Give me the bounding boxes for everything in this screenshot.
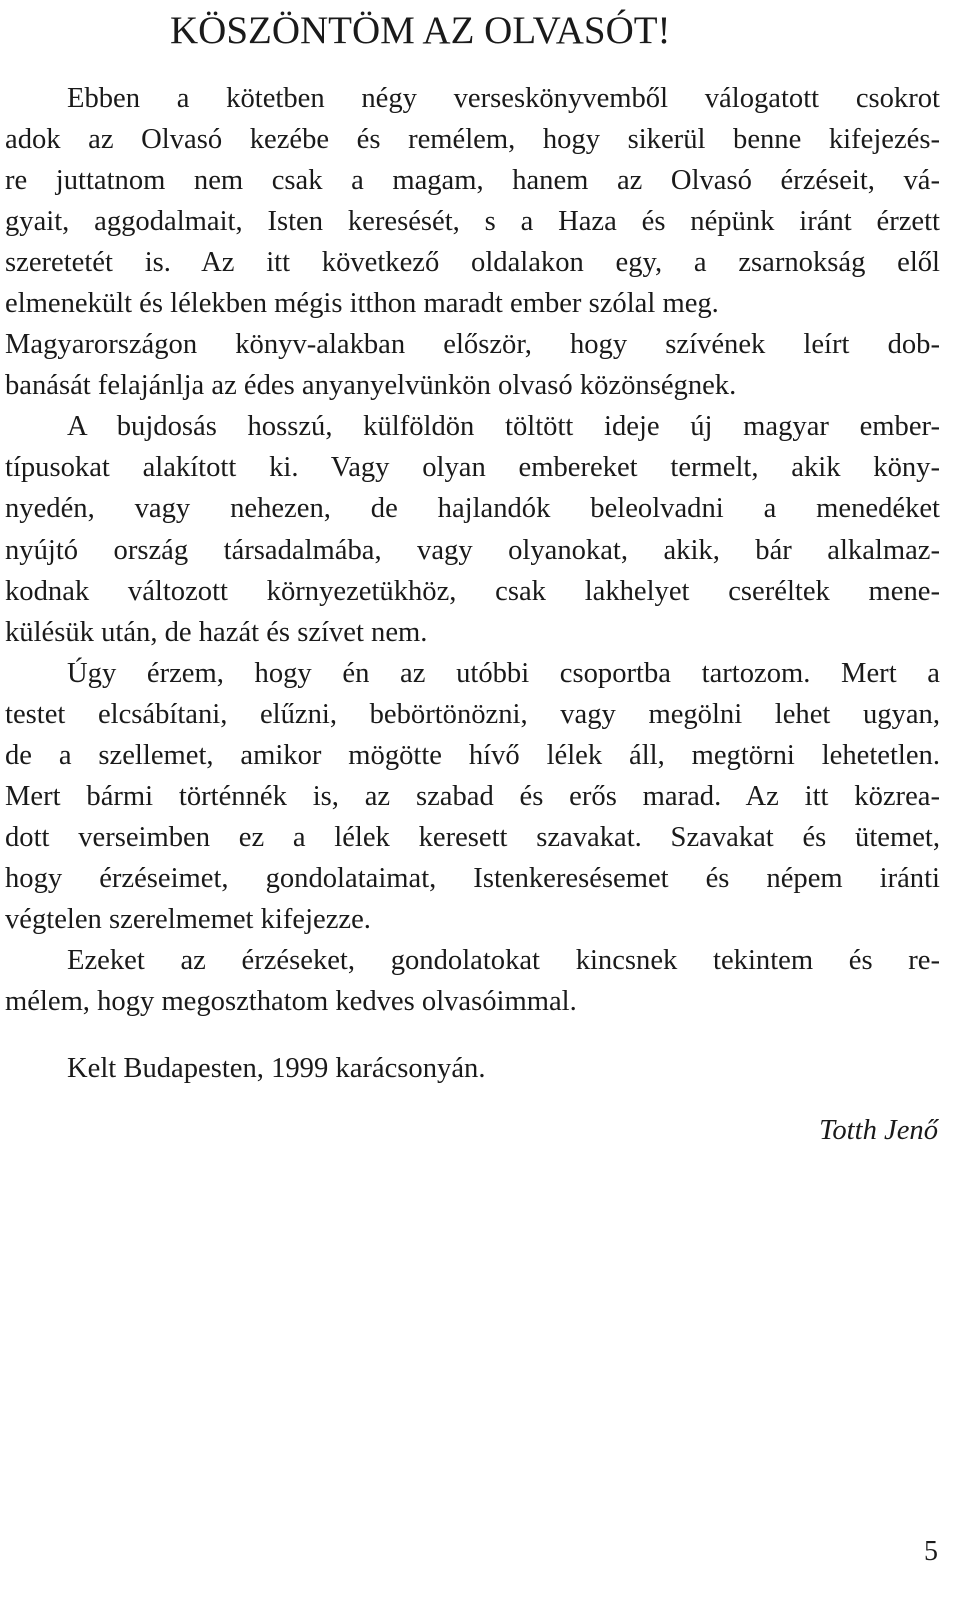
text-line: Mert bármi történnék is, az szabad és erős marad. Az itt közrea-	[5, 780, 940, 812]
author-signature: Totth Jenő	[819, 1115, 938, 1146]
page-title: KÖSZÖNTÖM AZ OLVASÓT!	[170, 9, 671, 52]
text-line: banását felajánlja az édes anyanyelvünkön olvasó közönségnek.	[5, 370, 737, 402]
text-line: Magyarországon könyv-alakban először, hogy szívének leírt dob-	[5, 329, 940, 361]
body-text	[5, 78, 940, 1022]
text-line: gyait, aggodalmait, Isten keresését, s a Haza és népünk iránt érzett	[5, 206, 940, 238]
text-line: Ezeket az érzéseket, gondolatokat kincsnek tekintem és re-	[67, 944, 940, 976]
text-line: végtelen szerelmemet kifejezze.	[5, 903, 371, 935]
text-line: re juttatnom nem csak a magam, hanem az Olvasó érzéseit, vá-	[5, 165, 940, 197]
text-line: Úgy érzem, hogy én az utóbbi csoportba tartozom. Mert a	[67, 657, 940, 689]
dateline: Kelt Budapesten, 1999 karácsonyán.	[67, 1053, 486, 1084]
text-line: nyújtó ország társadalmába, vagy olyanokat, akik, bár alkalmaz-	[5, 534, 940, 566]
text-line: de a szellemet, amikor mögötte hívő lélek áll, megtörni lehetetlen.	[5, 739, 940, 771]
text-line: Ebben a kötetben négy verseskönyvemből válogatott csokrot	[67, 83, 940, 114]
text-line: nyedén, vagy nehezen, de hajlandók beleolvadni a menedéket	[5, 493, 940, 525]
text-line: testet elcsábítani, elűzni, bebörtönözni, vagy megölni lehet ugyan,	[5, 698, 940, 730]
text-line: szeretetét is. Az itt következő oldalakon egy, a zsarnokság elől	[5, 247, 940, 279]
text-line: típusokat alakított ki. Vagy olyan embereket termelt, akik köny-	[5, 452, 940, 484]
text-line: adok az Olvasó kezébe és remélem, hogy sikerül benne kifejezés-	[5, 124, 940, 156]
text-line: A bujdosás hosszú, külföldön töltött ideje új magyar ember-	[67, 411, 940, 443]
page-number: 5	[924, 1536, 938, 1567]
text-line: kodnak változott környezetükhöz, csak lakhelyet cseréltek mene-	[5, 575, 940, 607]
text-line: hogy érzéseimet, gondolataimat, Istenkeresésemet és népem iránti	[5, 862, 940, 894]
text-line: elmenekült és lélekben mégis itthon maradt ember szólal meg.	[5, 288, 719, 320]
text-line: mélem, hogy megoszthatom kedves olvasóimmal.	[5, 986, 577, 1018]
text-line: dott verseimben ez a lélek keresett szavakat. Szavakat és ütemet,	[5, 821, 940, 853]
text-line: külésük után, de hazát és szívet nem.	[5, 616, 428, 648]
